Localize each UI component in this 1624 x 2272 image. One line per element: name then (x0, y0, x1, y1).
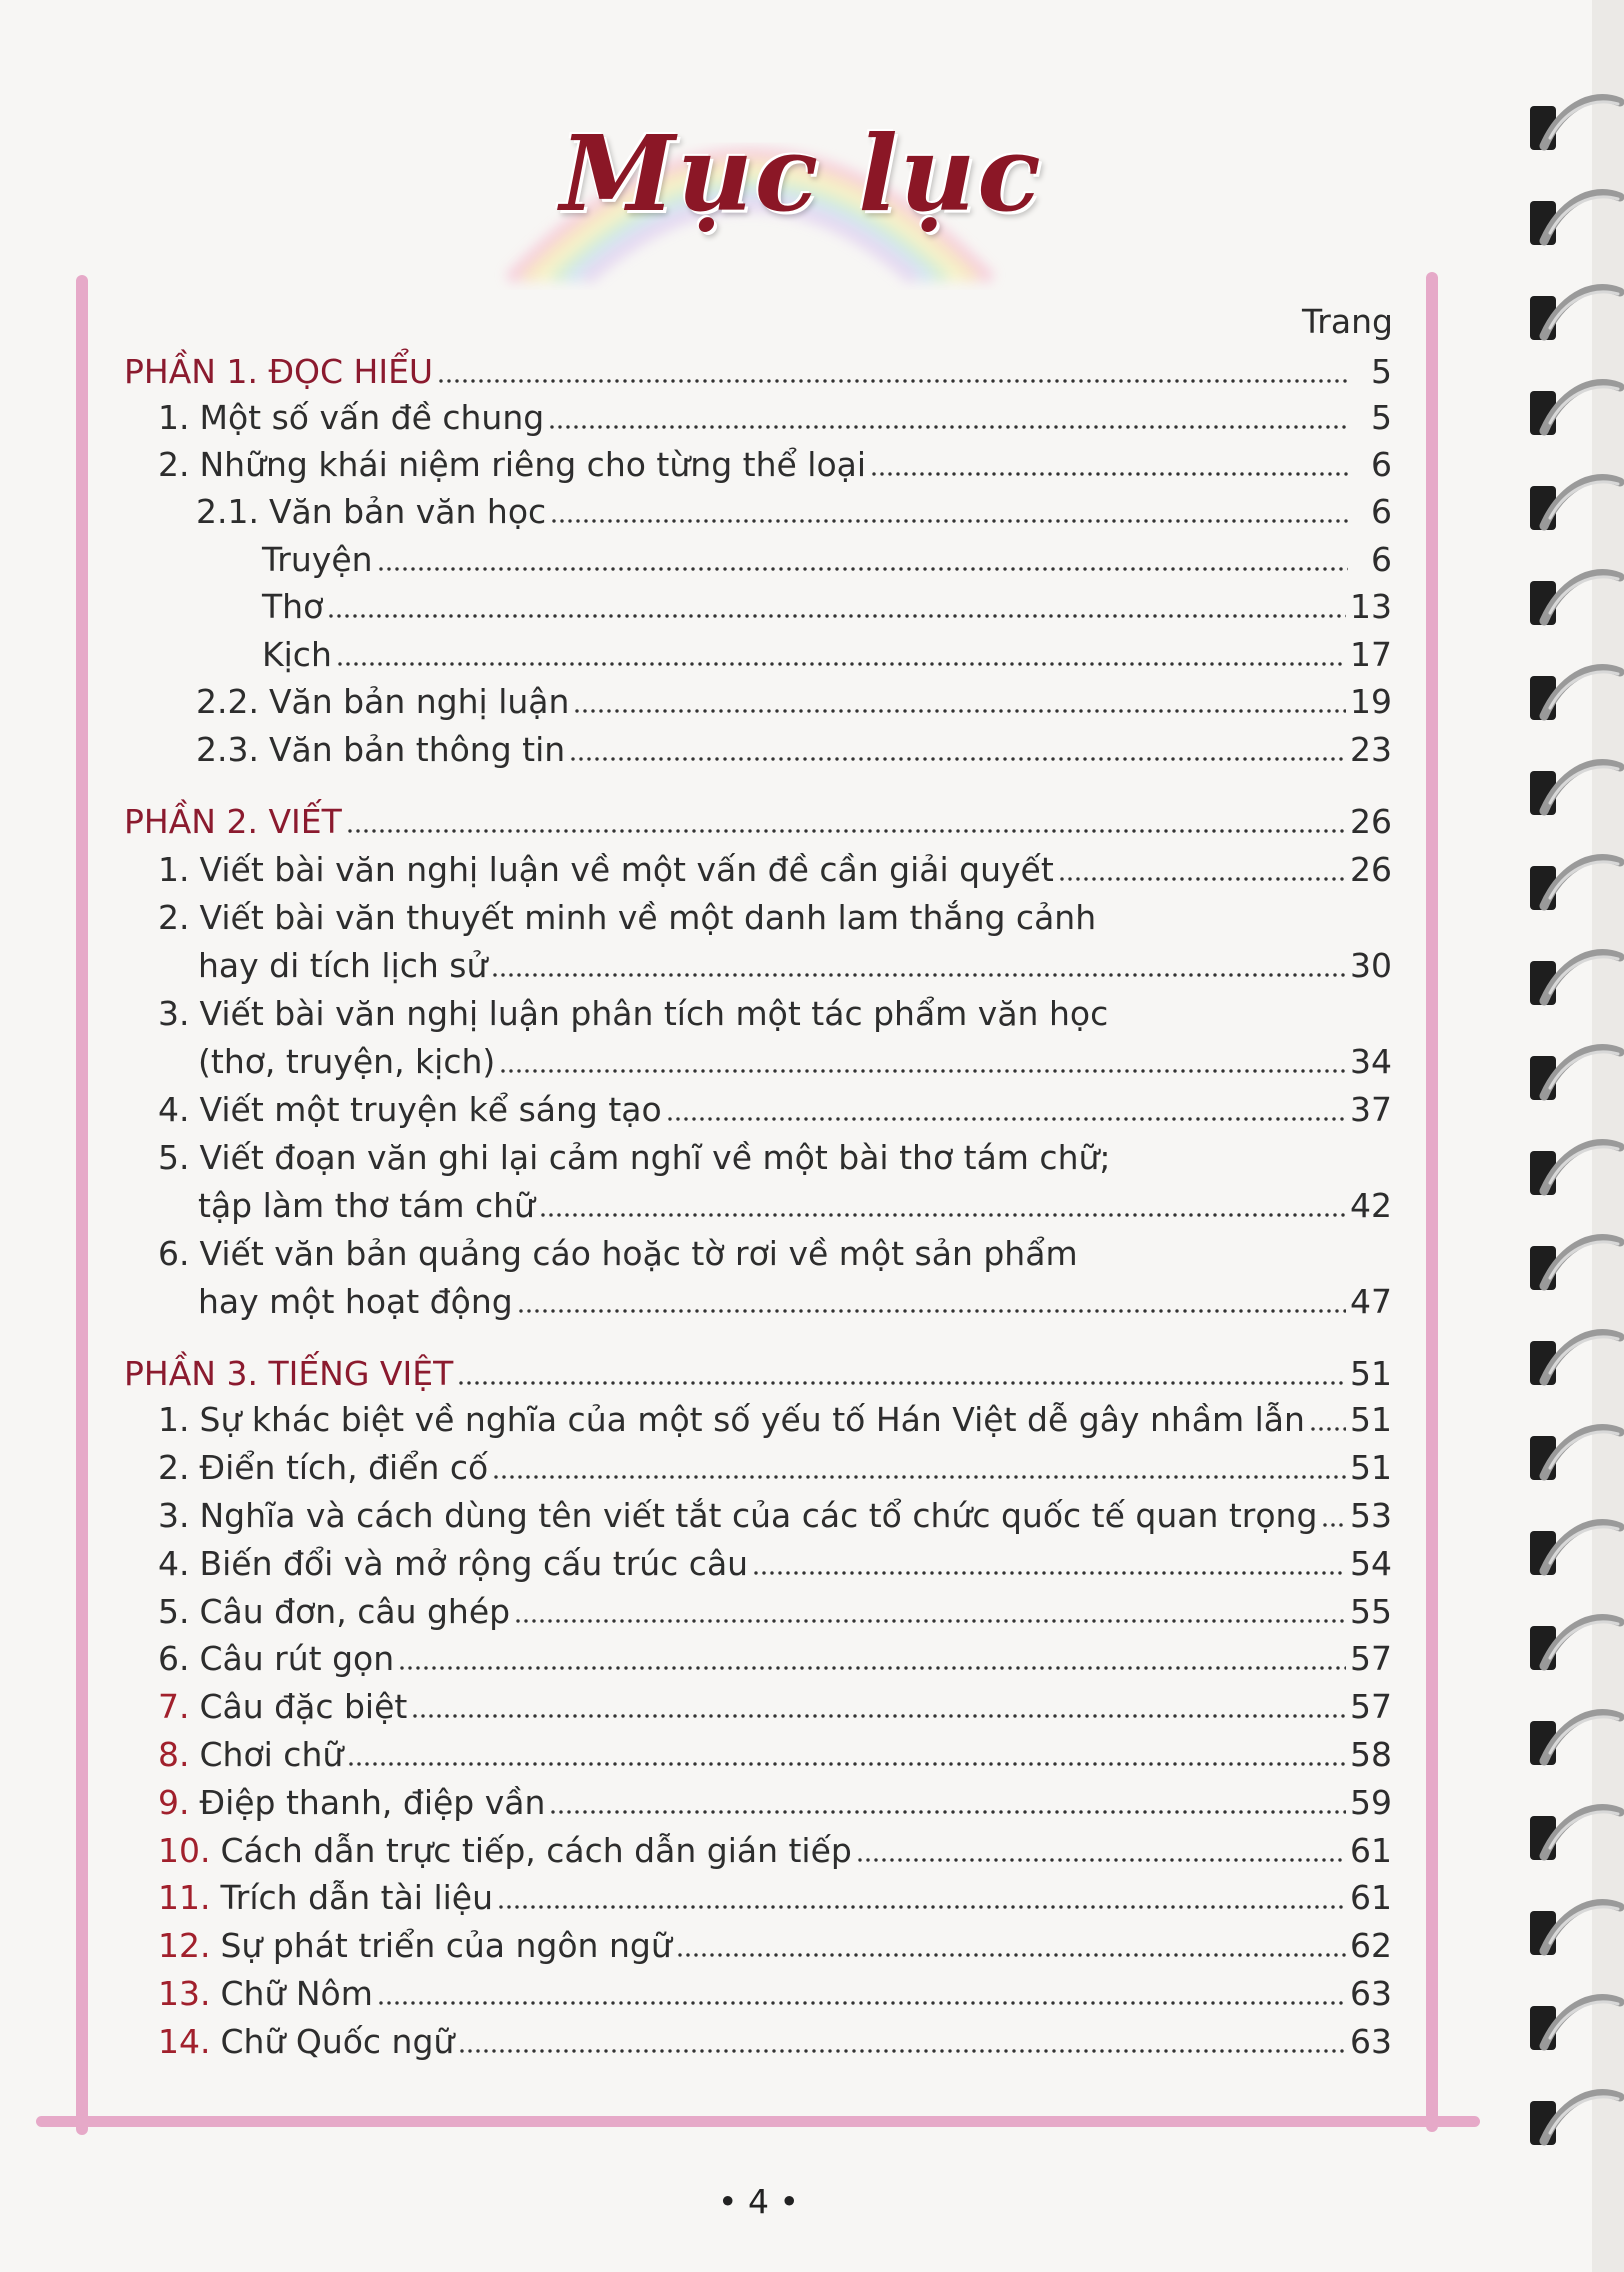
toc-entry-number: 7. (158, 1687, 190, 1726)
dot-leader (1321, 1522, 1346, 1528)
toc-entry-number: 2. (158, 445, 190, 484)
frame-bottom-border (36, 2116, 1480, 2127)
toc-entry-label: Văn bản văn học (268, 492, 547, 531)
dot-leader (573, 708, 1346, 714)
toc-entry-number: 2.1. (196, 492, 259, 531)
toc-entry-label: Những khái niệm riêng cho từng thể loại (199, 445, 867, 484)
toc-entry[interactable] (262, 538, 1392, 582)
dot-leader (676, 1952, 1346, 1958)
toc-page-number: 53 (1350, 1496, 1392, 1535)
toc-entry[interactable] (158, 1829, 1392, 1873)
toc-page-number: 59 (1350, 1783, 1392, 1822)
toc-entry[interactable] (198, 1184, 1392, 1228)
toc-entry-label: Điệp thanh, điệp vần (199, 1783, 546, 1822)
dot-leader (1058, 876, 1346, 882)
toc-entry-label: Văn bản nghị luận (268, 682, 570, 721)
toc-entry[interactable] (158, 1136, 1392, 1180)
toc-entry[interactable] (198, 1280, 1392, 1324)
toc-page-number: 51 (1350, 1400, 1392, 1439)
toc-entry[interactable] (196, 490, 1392, 534)
dot-leader (499, 1068, 1346, 1074)
toc-entry-number: 5. (158, 1592, 190, 1631)
toc-entry-label: Câu đặc biệt (199, 1687, 408, 1726)
toc-page-number: 54 (1350, 1544, 1392, 1583)
toc-page-number: 63 (1350, 1974, 1392, 2013)
page-number: • 4 • (718, 2182, 799, 2221)
dot-leader (457, 1380, 1346, 1386)
toc-page-number: 6 (1371, 492, 1392, 531)
toc-page-number: 30 (1350, 946, 1392, 985)
toc-page-number: 55 (1350, 1592, 1392, 1631)
toc-page-number: 57 (1350, 1687, 1392, 1726)
toc-entry-number: 13. (158, 1974, 211, 2013)
dot-leader (517, 1308, 1346, 1314)
toc-entry[interactable] (158, 396, 1392, 440)
dot-leader (327, 613, 1346, 619)
toc-page-number: 61 (1350, 1831, 1392, 1870)
dot-leader (569, 756, 1346, 762)
toc-page-number: 51 (1350, 1448, 1392, 1487)
toc-entry[interactable] (158, 1781, 1392, 1825)
toc-page-number: 58 (1350, 1735, 1392, 1774)
toc-entry-number: 4. (158, 1090, 190, 1129)
toc-entry-number: 2.3. (196, 730, 259, 769)
toc-entry-number: 5. (158, 1138, 190, 1177)
toc-entry[interactable] (158, 848, 1392, 892)
toc-page-number: 37 (1350, 1090, 1392, 1129)
toc-entry[interactable] (158, 443, 1392, 487)
toc-entry-number: 1. (158, 1400, 190, 1439)
dot-leader (666, 1116, 1346, 1122)
toc-entry-number: 14. (158, 2022, 211, 2061)
toc-entry-label: hay một hoạt động (198, 1282, 513, 1321)
toc-page-number: 42 (1350, 1186, 1392, 1225)
dot-leader (347, 1761, 1346, 1767)
toc-page-number: 34 (1350, 1042, 1392, 1081)
frame-right-border (1426, 272, 1438, 2132)
toc-entry-number: 2. (158, 1448, 190, 1487)
toc-page-number: 6 (1371, 445, 1392, 484)
dot-leader (377, 566, 1348, 572)
toc-page-number: 19 (1350, 682, 1392, 721)
dot-leader (550, 518, 1348, 524)
dot-leader (549, 1809, 1346, 1815)
toc-page-number: 57 (1350, 1639, 1392, 1678)
dot-leader (346, 828, 1346, 834)
dot-leader (497, 1904, 1346, 1910)
toc-entry[interactable] (158, 1733, 1392, 1777)
dot-leader (514, 1618, 1346, 1624)
toc-part-label: PHẦN 1. ĐỌC HIỂU (124, 352, 434, 391)
toc-entry[interactable] (158, 1590, 1392, 1634)
dot-leader (336, 661, 1346, 667)
dot-leader (856, 1857, 1346, 1863)
toc-entry[interactable] (158, 896, 1392, 940)
dot-leader (1309, 1426, 1346, 1432)
toc-part-label: PHẦN 3. TIẾNG VIỆT (124, 1354, 454, 1393)
toc-entry[interactable] (158, 1446, 1392, 1490)
toc-entry[interactable] (262, 633, 1392, 677)
dot-leader (458, 2048, 1346, 2054)
toc-entry-label: Viết văn bản quảng cáo hoặc tờ rơi về một sản phẩm (199, 1234, 1078, 1273)
toc-entry[interactable] (158, 1924, 1392, 1968)
toc-entry-number: 2. (158, 898, 190, 937)
toc-entry[interactable] (198, 944, 1392, 988)
toc-page-number: 47 (1350, 1282, 1392, 1321)
toc-entry-label: Viết đoạn văn ghi lại cảm nghĩ về một bài thơ tám chữ; (199, 1138, 1111, 1177)
dot-leader (437, 378, 1348, 384)
toc-entry[interactable] (158, 992, 1392, 1036)
toc-entry-number: 12. (158, 1926, 211, 1965)
toc-entry[interactable] (196, 680, 1392, 724)
toc-entry-number: 8. (158, 1735, 190, 1774)
toc-part-label: PHẦN 2. VIẾT (124, 802, 342, 841)
toc-entry-number: 2.2. (196, 682, 259, 721)
toc-entry-label: Chữ Quốc ngữ (220, 2022, 455, 2061)
toc-page-number: 5 (1371, 352, 1392, 391)
toc-part-heading[interactable] (124, 800, 1392, 844)
page-title: Mục lục (560, 112, 1043, 235)
toc-page-number: 26 (1350, 850, 1392, 889)
toc-entry-number: 9. (158, 1783, 190, 1822)
toc-entry-label: Văn bản thông tin (268, 730, 566, 769)
toc-entry[interactable] (158, 1494, 1392, 1538)
toc-entry-label: (thơ, truyện, kịch) (198, 1042, 496, 1081)
toc-page-number: 17 (1350, 635, 1392, 674)
toc-entry[interactable] (158, 1542, 1392, 1586)
toc-entry[interactable] (158, 1876, 1392, 1920)
spiral-binding-icon (1520, 0, 1624, 2272)
toc-entry-label: Chơi chữ (199, 1735, 344, 1774)
toc-entry-label: Viết bài văn thuyết minh về một danh lam thắng cảnh (199, 898, 1097, 937)
dot-leader (870, 471, 1348, 477)
toc-entry[interactable] (158, 1232, 1392, 1276)
toc-entry-label: Viết bài văn nghị luận về một vấn đề cần giải quyết (199, 850, 1054, 889)
dot-leader (539, 1212, 1346, 1218)
toc-entry-label: Thơ (262, 587, 324, 626)
toc-entry-label: Trích dẫn tài liệu (220, 1878, 494, 1917)
dot-leader (492, 1474, 1346, 1480)
toc-entry-number: 1. (158, 850, 190, 889)
toc-entry[interactable] (158, 1088, 1392, 1132)
dot-leader (752, 1570, 1346, 1576)
page-column-header: Trang (1302, 302, 1393, 341)
toc-page-number: 51 (1350, 1354, 1392, 1393)
toc-entry-label: Viết một truyện kể sáng tạo (199, 1090, 662, 1129)
toc-entry[interactable] (158, 1398, 1392, 1442)
toc-entry-label: hay di tích lịch sử (198, 946, 488, 985)
toc-entry-label: Câu rút gọn (199, 1639, 395, 1678)
frame-left-border (76, 275, 88, 2135)
toc-page-number: 6 (1371, 540, 1392, 579)
toc-part-heading[interactable] (124, 350, 1392, 394)
toc-entry[interactable] (158, 1685, 1392, 1729)
toc-entry[interactable] (158, 1972, 1392, 2016)
toc-entry-label: Nghĩa và cách dùng tên viết tắt của các tổ chức quốc tế quan trọng (199, 1496, 1318, 1535)
toc-entry[interactable] (158, 1637, 1392, 1681)
dot-leader (398, 1665, 1346, 1671)
toc-entry-label: Chữ Nôm (220, 1974, 373, 2013)
toc-entry-label: Một số vấn đề chung (199, 398, 545, 437)
toc-entry-number: 1. (158, 398, 190, 437)
toc-entry-label: Kịch (262, 635, 332, 674)
dot-leader (548, 424, 1348, 430)
toc-entry-number: 4. (158, 1544, 190, 1583)
dot-leader (491, 972, 1346, 978)
toc-page-number: 61 (1350, 1878, 1392, 1917)
toc-entry-number: 11. (158, 1878, 211, 1917)
toc-page-number: 23 (1350, 730, 1392, 769)
toc-entry-number: 6. (158, 1234, 190, 1273)
toc-page-number: 62 (1350, 1926, 1392, 1965)
toc-entry-label: tập làm thơ tám chữ (198, 1186, 535, 1225)
toc-entry-label: Điển tích, điển cố (199, 1448, 489, 1487)
toc-page-number: 26 (1350, 802, 1392, 841)
toc-entry[interactable] (262, 585, 1392, 629)
toc-page-number: 5 (1371, 398, 1392, 437)
dot-leader (377, 2000, 1346, 2006)
toc-entry-number: 6. (158, 1639, 190, 1678)
toc-entry[interactable] (158, 2020, 1392, 2064)
toc-entry-label: Sự khác biệt về nghĩa của một số yếu tố Hán Việt dễ gây nhầm lẫn (199, 1400, 1305, 1439)
toc-page-number: 63 (1350, 2022, 1392, 2061)
toc-entry-label: Câu đơn, câu ghép (199, 1592, 511, 1631)
toc-entry-label: Truyện (262, 540, 373, 579)
toc-entry-label: Biến đổi và mở rộng cấu trúc câu (199, 1544, 749, 1583)
toc-entry-label: Viết bài văn nghị luận phân tích một tác phẩm văn học (199, 994, 1109, 1033)
dot-leader (411, 1713, 1346, 1719)
toc-entry-number: 10. (158, 1831, 211, 1870)
toc-entry[interactable] (198, 1040, 1392, 1084)
toc-entry[interactable] (196, 728, 1392, 772)
toc-entry-number: 3. (158, 1496, 190, 1535)
toc-entry-label: Cách dẫn trực tiếp, cách dẫn gián tiếp (220, 1831, 852, 1870)
toc-entry-number: 3. (158, 994, 190, 1033)
toc-page-number: 13 (1350, 587, 1392, 626)
toc-part-heading[interactable] (124, 1352, 1392, 1396)
toc-entry-label: Sự phát triển của ngôn ngữ (220, 1926, 672, 1965)
